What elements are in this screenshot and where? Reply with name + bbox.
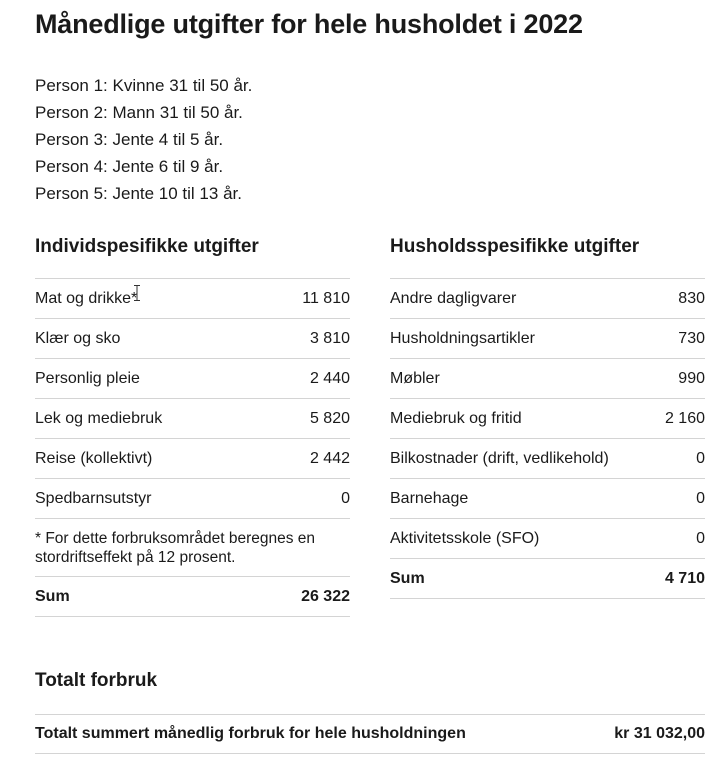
row-label: Møbler [390, 369, 440, 387]
table-row [390, 519, 705, 559]
row-value: 2 160 [664, 409, 705, 427]
sum-value: 4 710 [664, 569, 705, 587]
row-value: 11 810 [302, 289, 350, 307]
row-label: Husholdningsartikler [390, 329, 535, 347]
row-label: Bilkostnader (drift, vedlikehold) [390, 449, 609, 467]
sum-row [390, 559, 705, 599]
total-row [35, 714, 705, 754]
table-row [390, 439, 705, 479]
row-label: Personlig pleie [35, 369, 140, 387]
person-item: Person 3: Jente 4 til 5 år. [35, 130, 224, 149]
total-heading: Totalt forbruk [35, 670, 158, 691]
table-row [35, 319, 350, 359]
row-value: 0 [341, 489, 350, 507]
row-label: Klær og sko [35, 329, 121, 347]
total-value: kr 31 032,00 [614, 725, 705, 742]
row-label: Lek og mediebruk [35, 409, 163, 427]
page-title: Månedlige utgifter for hele husholdet i 2022 [35, 9, 583, 39]
row-value: 2 442 [309, 449, 350, 467]
row-value: 3 810 [309, 329, 350, 347]
sum-label: Sum [390, 569, 425, 587]
row-value: 0 [696, 529, 705, 547]
table-row [35, 359, 350, 399]
row-value: 990 [678, 369, 705, 387]
row-value: 2 440 [309, 369, 350, 387]
table-row [390, 479, 705, 519]
sum-value: 26 322 [301, 587, 350, 605]
table-row [390, 319, 705, 359]
person-item: Person 2: Mann 31 til 50 år. [35, 103, 243, 122]
row-label: Barnehage [390, 489, 469, 507]
row-label: Mat og drikke* [35, 289, 138, 307]
household-expenses-heading: Husholdsspesifikke utgifter [390, 236, 705, 279]
person-item: Person 4: Jente 6 til 9 år. [35, 157, 224, 176]
person-item: Person 5: Jente 10 til 13 år. [35, 184, 242, 203]
table-row [390, 399, 705, 439]
table-row [390, 359, 705, 399]
row-label: Reise (kollektivt) [35, 449, 153, 467]
row-label: Aktivitetsskole (SFO) [390, 529, 540, 547]
table-row [35, 279, 350, 319]
table-row [35, 439, 350, 479]
row-value: 0 [696, 449, 705, 467]
table-row [35, 479, 350, 519]
footnote: * For dette forbruksområdet beregnes en stordriftseffekt på 12 prosent. [35, 519, 350, 577]
sum-row [35, 577, 350, 617]
household-expenses-table [390, 236, 705, 599]
person-item: Person 1: Kvinne 31 til 50 år. [35, 76, 253, 95]
table-row [390, 279, 705, 319]
row-label: Andre dagligvarer [390, 289, 517, 307]
sum-label: Sum [35, 587, 70, 605]
total-label: Totalt summert månedlig forbruk for hele husholdningen [35, 725, 466, 742]
row-value: 5 820 [309, 409, 350, 427]
row-label: Spedbarnsutstyr [35, 489, 152, 507]
table-row [35, 399, 350, 439]
row-value: 830 [678, 289, 705, 307]
individual-expenses-table [35, 236, 350, 617]
row-label: Mediebruk og fritid [390, 409, 522, 427]
text-cursor-icon [134, 285, 140, 301]
row-value: 730 [678, 329, 705, 347]
row-value: 0 [696, 489, 705, 507]
person-list [35, 72, 252, 207]
individual-expenses-heading: Individspesifikke utgifter [35, 236, 350, 279]
